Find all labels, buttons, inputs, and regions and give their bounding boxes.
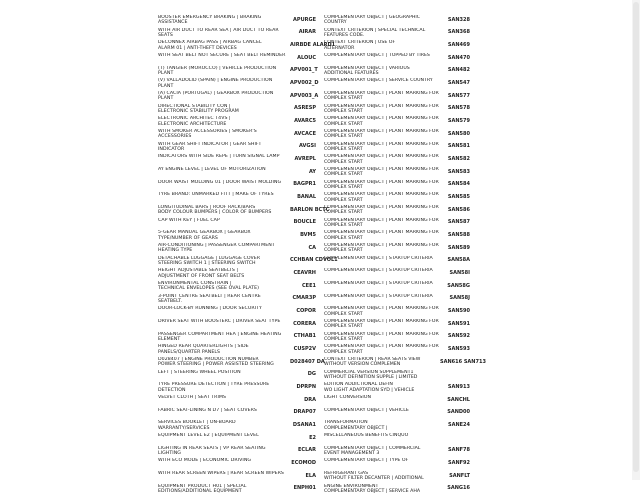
criterion-description: COMPLEMENTARY OBJECT | PLANT MARKING FOR COMPLEX START [324,217,439,228]
table-row [158,103,473,116]
criterion-description: COMMERCIAL VERSION SUPPLEMENT1 WITHOUT DEFINITION SUPPLE | LIMITED [324,369,418,381]
option-code: AIRBDE ALARD1 [290,41,336,48]
table-row [158,458,473,471]
criterion-description: COMPLEMENTARY OBJECT | GEOGRAPHIC COUNTRY [324,14,421,26]
san-code: SAN58I [449,270,470,277]
option-code: E2 [309,434,316,441]
criterion-description: COMPLEMENTARY OBJECT | PLANT MARKING FOR COMPLEX START [324,306,439,317]
option-description: PASSENGER COMPARTMENT HEA | ENGINE HEATING ELEMENT [158,331,282,343]
criterion-description: COMPLEMENTARY OBJECT | VEHICLE [324,407,409,413]
table-row [158,293,473,306]
option-code: ECOMOD [291,460,316,467]
criterion-description: COMPLEMENTARY OBJECT | PLANT MARKING FOR COMPLEX START [324,331,439,343]
option-code: CEE1 [302,282,316,289]
table-row [158,470,473,483]
table-row [158,420,473,433]
option-code: DRA [304,396,316,403]
table-row [158,343,473,356]
option-description: 5-GEAR MANUAL GEARBOX | GEARBOX TYPE/NUMBER OF GEARS [158,230,251,241]
option-code: AIRAR [298,29,316,36]
criterion-description: CONTEXT CRITERION | REAR SEATS VIEW WITHOUT VERSION COMPLEMEN [324,356,421,368]
criterion-description: COMPLEMENTARY OBJECT | PLANT MARKING FOR COMPLEX START [324,179,439,190]
option-description: DRIVER SEAT WITH BOOSTERC | DRIVER SEAT TYPE [158,318,281,324]
criterion-description: COMPLEMENTARY OBJECT | PLANT MARKING FOR COMPLEX START [324,242,439,254]
table-row [158,255,473,268]
criterion-description: COMPLEMENTARY OBJECT | PLANT MARKING FOR COMPLEX START [324,90,439,102]
san-code: SAN581 [447,143,470,150]
criterion-description: COMPLEMENTARY OBJECT | STARTUP CRITERIA [324,280,433,286]
san-code: SANF92 [447,460,470,467]
san-code: SAN368 [447,29,470,36]
option-description: DOOR-LOCK-BY RUNNING | DOOR SECURITY [158,306,262,312]
san-code: SAN591 [447,320,470,327]
table-row [158,369,473,382]
table-row [158,39,473,52]
option-description: HEIGHT ADJUSTABLE SEATBELTS | ADJUSTMENT OF FRONT SEAT BELTS [158,268,245,279]
option-description: INDICATORS WITH SIDE REPE | TURN SIGNAL LAMP [158,154,280,160]
table-row [158,153,473,166]
option-description: WITH SMOKER ACCESSORIES | SMOKER'S ACCESSORIES [158,128,257,140]
option-code: BVM5 [300,232,316,239]
criterion-description: COMPLEMENTARY OBJECT | STARTUP CRITERIA [324,255,433,261]
san-code: SAN616 SAN713 [440,358,486,365]
san-code: SAN582 [447,156,470,163]
option-code: CTHAB1 [293,333,316,340]
option-code: AVCACE [293,130,316,137]
table-row [158,14,473,27]
criterion-description: REFRIGERANT GAS WITHOUT FILTER DECANTER | ADDITIONAL [324,471,424,482]
san-code: SANG16 [447,485,470,492]
san-code: SAN577 [447,92,470,99]
table-row [158,229,473,242]
option-code: AVARC5 [294,118,316,124]
criterion-description: CONTEXT CRITERION | SPECIAL TECHNICAL FEATURES CODE. [324,27,426,38]
option-code-table [158,14,486,496]
criterion-description: COMPLEMENTARY OBJECT | STARTUP CRITERIA [324,268,433,274]
criterion-description: COMPLEMENTARY OBJECT | STARTUP CRITERIA [324,293,433,299]
san-code: SANF78 [447,447,470,454]
option-code: ALOUC [297,54,316,61]
criterion-description: COMPLEMENTARY OBJECT | SERVICE COUNTRY [324,78,433,84]
table-row [158,483,473,496]
san-code: SAN913 [447,384,470,391]
table-row [158,65,473,78]
criterion-description: COMPLEMENTARY OBJECT | PLANT MARKING FOR COMPLEX START [324,154,439,165]
option-description: ELECTRONIC ARCHITEC T4VS | ELECTRONIC ARCHITECTURE [158,116,231,127]
san-code: SAN328 [447,16,470,23]
table-row [158,242,473,255]
san-code: SAN470 [447,54,470,61]
table-row [158,381,473,394]
criterion-description: COMPLEMENTARY OBJECT | TYPE OF [324,458,409,464]
option-description: LONGITUDINAL BARS | ROOF RACK/BARS BODY COLOUR BUMPERS | COLOR OF BUMPERS [158,204,272,216]
table-row [158,445,473,458]
criterion-description: CONTEXT CRITERION | USE OF ALTERNATOR [324,40,396,51]
option-description: (V) VALLADOLID (SPAIN) | ENGINE PRODUCTION PLANT [158,78,273,89]
table-row [158,90,473,103]
table-row [158,77,473,90]
table-row [158,204,473,217]
option-code: ASRESP [293,105,316,112]
option-code: ELA [305,472,316,479]
option-description: HINGED REAR QUARTERLIGHTS | SIDE PANELS/QUARTER PANELS [158,344,249,355]
option-code: APV001_T [290,67,318,74]
san-code: SAN58J [449,295,470,302]
option-code: BARLON BCTC [290,206,330,213]
option-description: WITH REAR SCREEN WIPERS | REAR SCREEN WIPERS [158,471,284,477]
table-row [158,407,473,420]
table-row [158,166,473,179]
table-row [158,217,473,230]
san-code: SAN592 [447,333,470,340]
table-row [158,394,473,407]
san-code: SAN58G [447,282,470,289]
option-description: DETACHABLE LUGGAGE | LUGGAGE COVER STEERING SWITCH 1 | STEERING SWITCH [158,255,261,266]
option-description: VELVET CLOTH | SEAT TRIMS [158,394,227,400]
table-row [158,141,473,154]
criterion-description: EDITION ADDICTIONAL DEFIN WO LIGHT ADAPTATION SYD | VEHICLE [324,382,415,393]
option-description: LIGHTING IN REAR SEATS | VP REAR SEATING LIGHTING [158,445,266,457]
san-code: SANFLT [449,472,470,479]
option-description: AY ENGINE LEVEL | LEVEL OF MOTORIZATION [158,166,266,172]
criterion-description: COMPLEMENTARY OBJECT | PLANT MARKING FOR COMPLEX START [324,192,439,203]
san-code: SANCHL [447,396,470,403]
option-code: APV003_A [290,92,319,99]
san-code: SAN588 [447,232,470,239]
option-description: (T) TANGIER (MOROCCO) | VEHICLE PRODUCTION PLANT [158,65,277,76]
criterion-description: COMPLEMENTARY OBJECT | PLANT MARKING FOR COMPLEX START [324,318,439,330]
criterion-description: COMPLEMENTARY OBJECT | PLANT MARKING FOR COMPLEX START [324,141,439,152]
option-code: BOUCLE [293,219,316,226]
option-code: CMAR3P [292,295,316,302]
criterion-description: COMPLEMENTARY OBJECT | PLANT MARKING FOR COMPLEX START [324,128,439,140]
san-code: SAND00 [447,409,470,416]
option-description: TYRE PRESSURE DETECTION | TYRE PRESSURE DETECTION [158,382,270,393]
table-row [158,115,473,128]
criterion-description: COMPLEMENTARY OBJECT | PLANT MARKING FOR COMPLEX START [324,230,439,241]
option-code: AVGSI [299,143,316,150]
option-code: DSANA1 [292,422,316,429]
option-description: WITH GEAR SHIFT INDICATOR | GEAR SHIFT INDICATOR [158,141,262,152]
option-description: DIRECTIONAL STABILITY CON | ELECTRONIC STABILITY PROGRAM [158,103,239,114]
table-row [158,27,473,40]
criterion-description: COMPLEMENTARY OBJECT | PLANT MARKING FOR COMPLEX START [324,116,439,127]
option-code: D028407 DA [290,358,325,365]
san-code: SAN547 [447,79,470,86]
option-code: ENPH01 [293,485,316,492]
san-code: SAN587 [447,219,470,226]
san-code: SAN482 [447,67,470,74]
option-code: BANAL [297,194,316,201]
option-code: BAGPR1 [293,181,316,188]
table-row [158,179,473,192]
option-code: CUSP2V [293,346,316,353]
option-description: WITH SEAT BELT NOT SECURE | SEAT BELT REMINDER [158,52,286,58]
table-row [158,356,486,369]
table-row [158,52,473,65]
option-code: CORERA [293,320,316,327]
option-code: CCHBAN CDVOL1 [290,257,338,264]
table-row [158,305,473,318]
option-description: EQUIPMENT PRODUCT H01 | SPECIAL EDITIONS/ADDITIONAL EQUIPMENT [158,483,247,495]
san-code: SAN578 [447,105,470,112]
table-row [158,432,473,445]
option-description: DOOR WAIST MOLDING 01 | DOOR WAIST MOLDING [158,179,282,185]
table-row [158,280,473,293]
option-code: DRAP07 [293,409,316,416]
criterion-description: MISCELLANEOUS BENEFITS CINQUO [324,433,409,438]
san-code: SAN590 [447,308,470,315]
criterion-description: COMPLEMENTARY OBJECT | PLANT MARKING FOR COMPLEX START [324,344,439,355]
san-code: SAN584 [447,181,470,188]
option-code: DPRPN [296,384,316,391]
scrollbar-thumb[interactable] [633,2,639,472]
table-row [158,267,473,280]
san-code: SAN589 [447,244,470,251]
criterion-description: ENGINE ENVIRONMENT COMPLEMENTARY OBJECT | SERVICE AHA [324,483,421,495]
table-row [158,318,473,331]
table-row [158,128,473,141]
san-code: SAN580 [447,130,470,137]
option-description: TYRE BRAND: UNMARKED FITT | MAKE OF TYRES [158,192,274,198]
option-code: CEAVRH [293,270,316,277]
option-description: BOOSTER EMERGENCY BRAKING | BRAKING ASSISTANCE [158,14,262,26]
option-code: CA [308,244,316,251]
option-code: DG [307,371,316,378]
san-code: SAN58A [447,257,470,264]
criterion-description: TRANSFORMATION COMPLEMENTARY OBJECT | [324,420,388,431]
option-code: APV002_D [290,79,319,86]
option-code: APURGE [293,16,316,23]
option-description: WITH ECO MODE | ECONOMIC DRIVING [158,458,252,464]
option-description: AIR-CONDITIONING | PASSENGER COMPARTMENT HEATING TYPE [158,242,275,254]
criterion-description: COMPLEMENTARY OBJECT | PLANT MARKING FOR COMPLEX START [324,204,439,216]
table-row [158,331,473,344]
option-description: EQUIPMENT LEVEL E2 | EQUIPMENT LEVEL [158,433,259,438]
option-code: COPOR [296,308,316,315]
san-code: SAN585 [447,194,470,201]
option-description: D028407 | ENGINE PRODUCTION NUMBER POWER STEERING | POWER ASSISTED STEERING [158,356,274,368]
criterion-description: LIGHT CONVERSION [324,394,371,400]
san-code: SAN583 [447,168,470,175]
san-code: SANE24 [447,422,470,429]
option-code: ECLAR [298,447,316,454]
option-code: AY [308,168,316,175]
option-description: SERVICES BOOKLET | ON-BOARD WARRANTY/SERVICES [158,420,236,431]
option-code: AVREPL [294,156,316,163]
criterion-description: COMPLEMENTARY OBJECT | COMMERCIAL EVENT MANAGEMENT 3 [324,445,421,457]
criterion-description: COMPLEMENTARY OBJECT | PLANT MARKING FOR COMPLEX START [324,103,439,114]
table-row [158,191,473,204]
criterion-description: COMPLEMENTARY OBJECT | VARIOUS ADDITIONAL FEATURES [324,65,410,76]
option-description: WITH AIR DUCT TO REAR SEA | AIR DUCT TO REAR SEATS [158,27,279,38]
san-code: SAN579 [447,118,470,124]
san-code: SAN469 [447,41,470,48]
vertical-scrollbar[interactable] [632,0,640,480]
option-description: ENVIRONMENTAL CONSTRAIN | TECHNICAL ENVELOPES (SEE OVAL PLATE) [158,280,259,292]
criterion-description: COMPLEMENTARY OBJECT | TOPPED BY TIRES [324,52,430,58]
option-description: FABRIC SEAT-LINING N D7 | SEAT COVERS [158,407,257,413]
option-description: 3-POINT CENTRE SEATBELT | REAR CENTRE SEATBELT. [158,293,261,305]
option-description: DECONNEX AIRBAG PASS | AIRBAG CANCEL ALARM 01 | ANTI-THEFT DEVICES [158,40,262,51]
criterion-description: COMPLEMENTARY OBJECT | PLANT MARKING FOR COMPLEX START [324,166,439,178]
san-code: SAN593 [447,346,470,353]
option-description: LEFT | STEERING WHEEL POSITION [158,369,241,375]
option-description: CAP WITH KEY | FUEL CAP [158,217,220,223]
option-description: (A) CACIA (PORTUGAL) | GEARBOX PRODUCTION PLANT [158,90,274,102]
san-code: SAN586 [447,206,470,213]
